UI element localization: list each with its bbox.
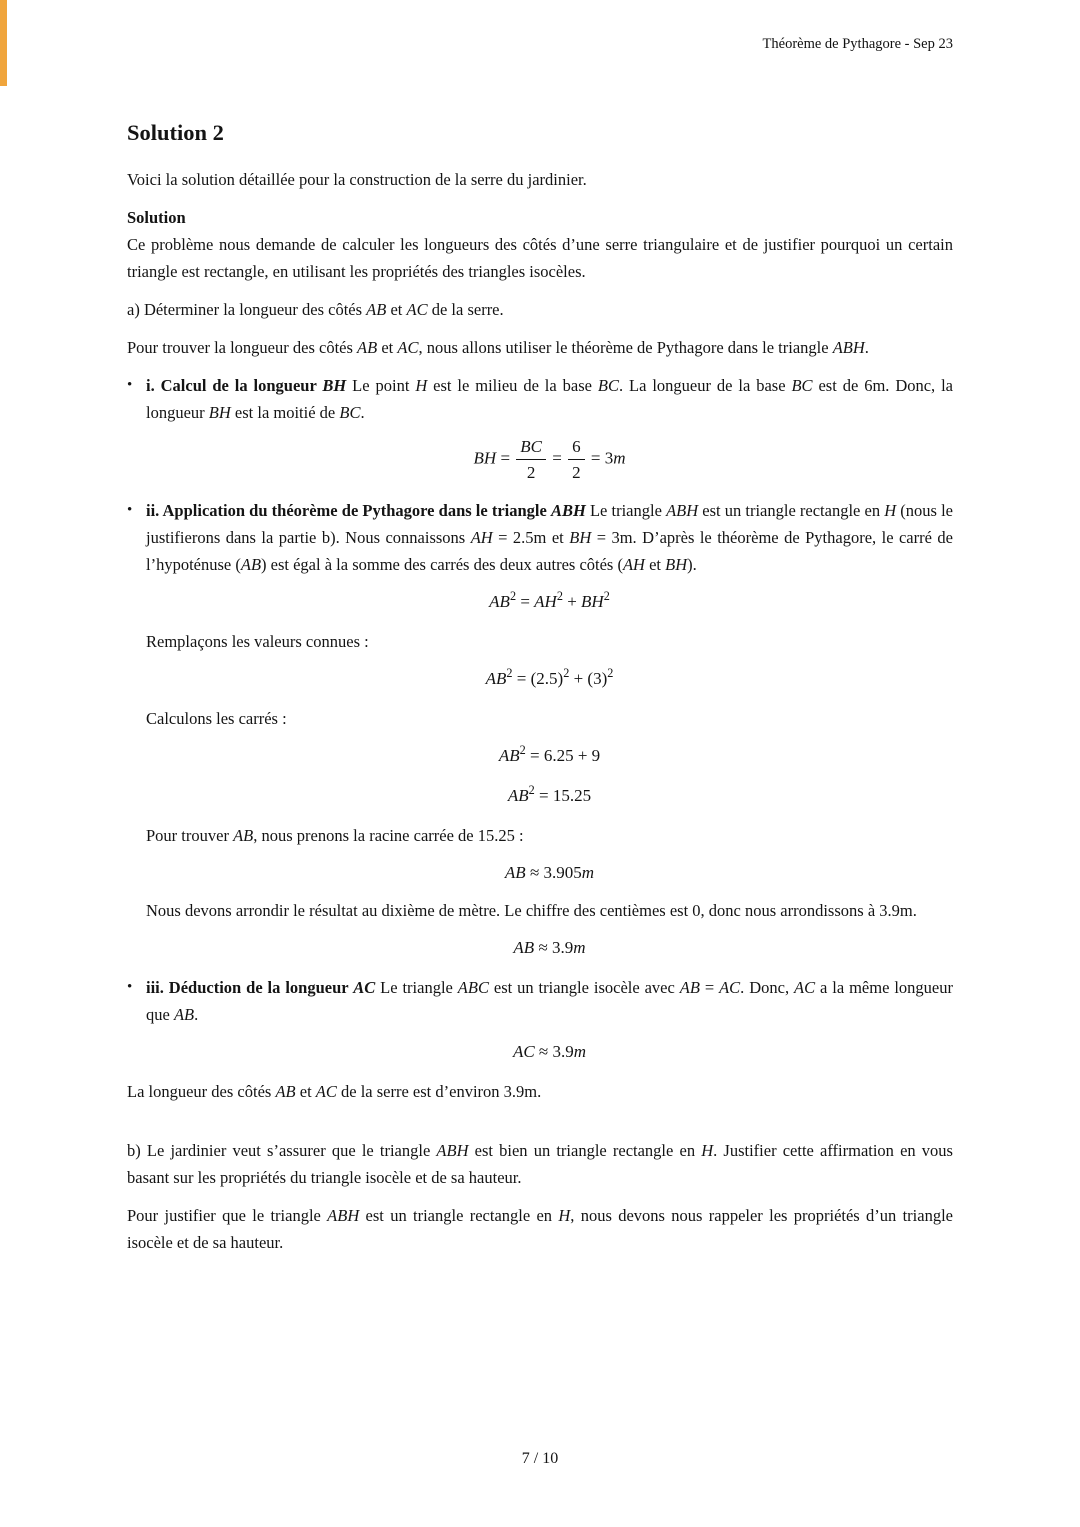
text-segment: et [386, 300, 407, 319]
math-segment: AC [794, 977, 816, 997]
text-segment: = 15.25 [534, 785, 592, 805]
text-segment: . Justifier cette affirmation en vous basant sur les propriétés du triangle isocèle et de sa hauteur. [127, 1140, 953, 1187]
text-segment: . [360, 403, 365, 422]
math-segment: AC [315, 1081, 337, 1101]
superscript: 2 [509, 589, 517, 604]
equation-ac [146, 1038, 953, 1065]
math-segment: ABH [832, 338, 865, 357]
text-segment: ≈ 3.9 [534, 1041, 574, 1061]
math-segment: BH [665, 554, 688, 574]
bullet-icon: • [127, 978, 133, 995]
math-bold-segment: ABH [550, 500, 586, 520]
text-segment: ) est égal à la somme des carrés des deux autres côtés ( [261, 554, 623, 574]
equation-sum [146, 742, 953, 771]
superscript: 2 [528, 783, 535, 798]
math-segment: AH [470, 527, 493, 547]
math-segment: H [701, 1140, 714, 1160]
step-i-text [146, 372, 953, 426]
math-segment: AH [534, 591, 557, 611]
math-segment: AB [507, 785, 529, 805]
text-segment: est un triangle isocèle avec [488, 977, 680, 997]
intro-paragraph [127, 166, 953, 193]
fraction-numerator: 6 [568, 436, 585, 460]
math-segment: AH [622, 554, 645, 574]
running-header-text: Théorème de Pythagore - Sep 23 [762, 36, 953, 52]
math-segment: m [573, 937, 586, 957]
math-segment: BH [208, 403, 231, 422]
equation-bh [146, 436, 953, 484]
text-segment: a) Déterminer la longueur des côtés [127, 300, 367, 319]
fraction-denominator: 2 [526, 463, 536, 483]
step-ii-replace-text [146, 628, 953, 655]
math-segment: m [573, 1041, 587, 1061]
text-segment: , nous prenons la racine carrée de 15.25 : [253, 825, 524, 845]
part-a-heading [127, 296, 953, 323]
math-segment: m [613, 448, 626, 468]
math-segment: AC [397, 338, 419, 357]
text-segment: = [496, 448, 515, 468]
step-ii-text [146, 497, 953, 578]
text-segment: , nous devons nous rappeler les propriétés d’un triangle isocèle et de sa hauteur. [127, 1205, 953, 1252]
equation-total [146, 782, 953, 811]
text-segment: ≈ 3.905 [525, 862, 582, 882]
text-segment: = 3m. D’après le théorème de Pythagore, le carré de l’hypoténuse ( [146, 527, 953, 574]
math-segment: H [415, 376, 428, 395]
math-segment: AB [357, 338, 378, 357]
bold-segment: iii. Déduction de la longueur [146, 977, 354, 997]
math-segment: BH [581, 591, 604, 611]
text-segment: Nous devons arrondir le résultat au dixième de mètre. Le chiffre des centièmes est 0, donc nous arrondissons à 3.9m. [146, 900, 917, 920]
text-segment: et [295, 1081, 316, 1101]
superscript: 2 [506, 666, 513, 681]
bullet-icon: • [127, 501, 133, 518]
math-segment: AC [719, 977, 741, 997]
text-segment: = 3 [586, 448, 614, 468]
running-header [127, 36, 953, 53]
text-segment: ≈ 3.9 [534, 937, 574, 957]
superscript: 2 [556, 589, 563, 604]
text-segment: Pour trouver la longueur des côtés [127, 338, 358, 357]
text-segment: = [699, 977, 720, 997]
section-title: Solution 2 [127, 120, 224, 145]
step-iii-item [127, 974, 953, 1076]
math-bold-segment: AC [353, 977, 376, 997]
overview-paragraph [127, 231, 953, 285]
math-segment: AB [498, 745, 520, 765]
math-segment: H [558, 1205, 571, 1225]
math-segment: AC [406, 300, 428, 319]
step-i-item [127, 372, 953, 495]
step-ii-body [146, 497, 953, 972]
superscript: 2 [519, 743, 526, 758]
math-segment: ABH [327, 1205, 360, 1225]
math-segment: BC [597, 376, 619, 395]
math-segment: AC [512, 1041, 535, 1061]
fraction [516, 436, 546, 484]
step-ii-round-text [146, 897, 953, 924]
solution-block [127, 204, 953, 285]
step-ii-sqrt-text [146, 822, 953, 849]
math-segment: AB [240, 554, 262, 574]
equation-substitution [146, 665, 953, 694]
step-ii-squares-text [146, 705, 953, 732]
text-segment: est la moitié de [230, 403, 340, 422]
text-segment: (nous le justifierons dans la partie b). Nous connaissons [146, 500, 954, 547]
part-a-conclusion [127, 1078, 953, 1105]
math-segment: AB [233, 825, 254, 845]
text-segment: = 2.5m et [492, 527, 570, 547]
math-segment: H [884, 500, 897, 520]
math-segment: BC [339, 403, 361, 422]
math-segment: m [581, 862, 595, 882]
document-body [127, 118, 953, 1267]
solution-steps-list [127, 372, 953, 1076]
text-segment: . [194, 1004, 199, 1024]
text-segment: , nous allons utiliser le théorème de Pythagore dans le triangle [418, 338, 833, 357]
text-segment: de la serre est d’environ 3.9m. [336, 1081, 542, 1101]
text-segment: Voici la solution détaillée pour la construction de la serre du jardinier. [127, 170, 587, 189]
text-segment: . [864, 338, 869, 357]
math-segment: ABH [666, 500, 699, 520]
fraction-numerator: BC [516, 436, 546, 460]
step-i-body [146, 372, 953, 495]
part-b-intro [127, 1202, 953, 1256]
text-segment: . Donc, [740, 977, 794, 997]
math-segment: AB [173, 1004, 195, 1024]
text-segment: = 6.25 + 9 [525, 745, 601, 765]
text-segment: = [548, 448, 567, 468]
text-segment: Pour justifier que le triangle [127, 1205, 328, 1225]
part-a-intro [127, 334, 953, 361]
page-footer [0, 1450, 1080, 1468]
text-segment: + [562, 591, 582, 611]
math-segment: AB [489, 591, 510, 611]
page-number: 7 / 10 [521, 1450, 559, 1467]
text-segment: Le triangle [585, 500, 667, 520]
bold-segment: ii. Application du théorème de Pythagore dans le triangle [146, 500, 551, 520]
text-segment: a la même longueur que [146, 977, 953, 1024]
math-segment: BH [569, 527, 592, 547]
equation-rounded [146, 934, 953, 961]
text-segment: = (2.5) [512, 668, 564, 688]
text-segment: Ce problème nous demande de calculer les longueurs des côtés d’une serre triangulaire et de justifier pourquoi un certain triangle est rectangle, en utilisant les propriétés des triangles isocèles. [127, 235, 953, 281]
math-segment: ABC [457, 977, 489, 997]
math-segment: AB [366, 300, 387, 319]
math-segment: AB [513, 937, 535, 957]
bullet-icon: • [127, 377, 133, 393]
fraction-denominator: 2 [572, 463, 581, 483]
text-segment: est de 6m. Donc, la longueur [146, 376, 954, 422]
equation-pythagorean [146, 588, 953, 617]
part-b-heading [127, 1137, 953, 1191]
math-segment: AB [504, 862, 526, 882]
math-segment: BH [473, 448, 497, 468]
text-segment: est le milieu de la base [427, 376, 598, 395]
text-segment: Le point [346, 376, 416, 395]
superscript: 2 [563, 666, 570, 681]
math-segment: BC [791, 376, 813, 395]
text-segment: + (3) [569, 668, 608, 688]
step-iii-text [146, 974, 953, 1028]
text-segment: Pour trouver [146, 825, 234, 845]
step-iii-body [146, 974, 953, 1076]
text-segment: et [644, 554, 666, 574]
text-segment: de la serre. [427, 300, 504, 319]
math-segment: AB [275, 1081, 296, 1101]
text-segment: et [377, 338, 398, 357]
math-segment: AB [485, 668, 507, 688]
text-segment: La longueur des côtés [127, 1081, 276, 1101]
text-segment: = [516, 591, 535, 611]
superscript: 2 [603, 589, 610, 604]
math-segment: AB [679, 977, 700, 997]
text-segment: . La longueur de la base [618, 376, 792, 395]
text-segment: Le triangle [375, 977, 458, 997]
text-segment: b) Le jardinier veut s’assurer que le triangle [127, 1140, 437, 1160]
fraction [568, 436, 585, 484]
text-segment: Remplaçons les valeurs connues : [146, 631, 369, 651]
text-segment: Calculons les carrés : [146, 708, 287, 728]
step-ii-item [127, 497, 953, 972]
superscript: 2 [607, 666, 614, 681]
text-segment: ). [687, 554, 697, 574]
text-segment: est un triangle rectangle en [359, 1205, 559, 1225]
page-edge-accent [0, 0, 7, 86]
equation-sqrt-result [146, 859, 953, 886]
bold-segment: i. Calcul de la longueur [146, 376, 323, 395]
text-segment: est un triangle rectangle en [698, 500, 885, 520]
math-bold-segment: BH [322, 376, 347, 395]
math-segment: ABH [436, 1140, 469, 1160]
text-segment: est bien un triangle rectangle en [468, 1140, 702, 1160]
solution-label: Solution [127, 208, 186, 227]
